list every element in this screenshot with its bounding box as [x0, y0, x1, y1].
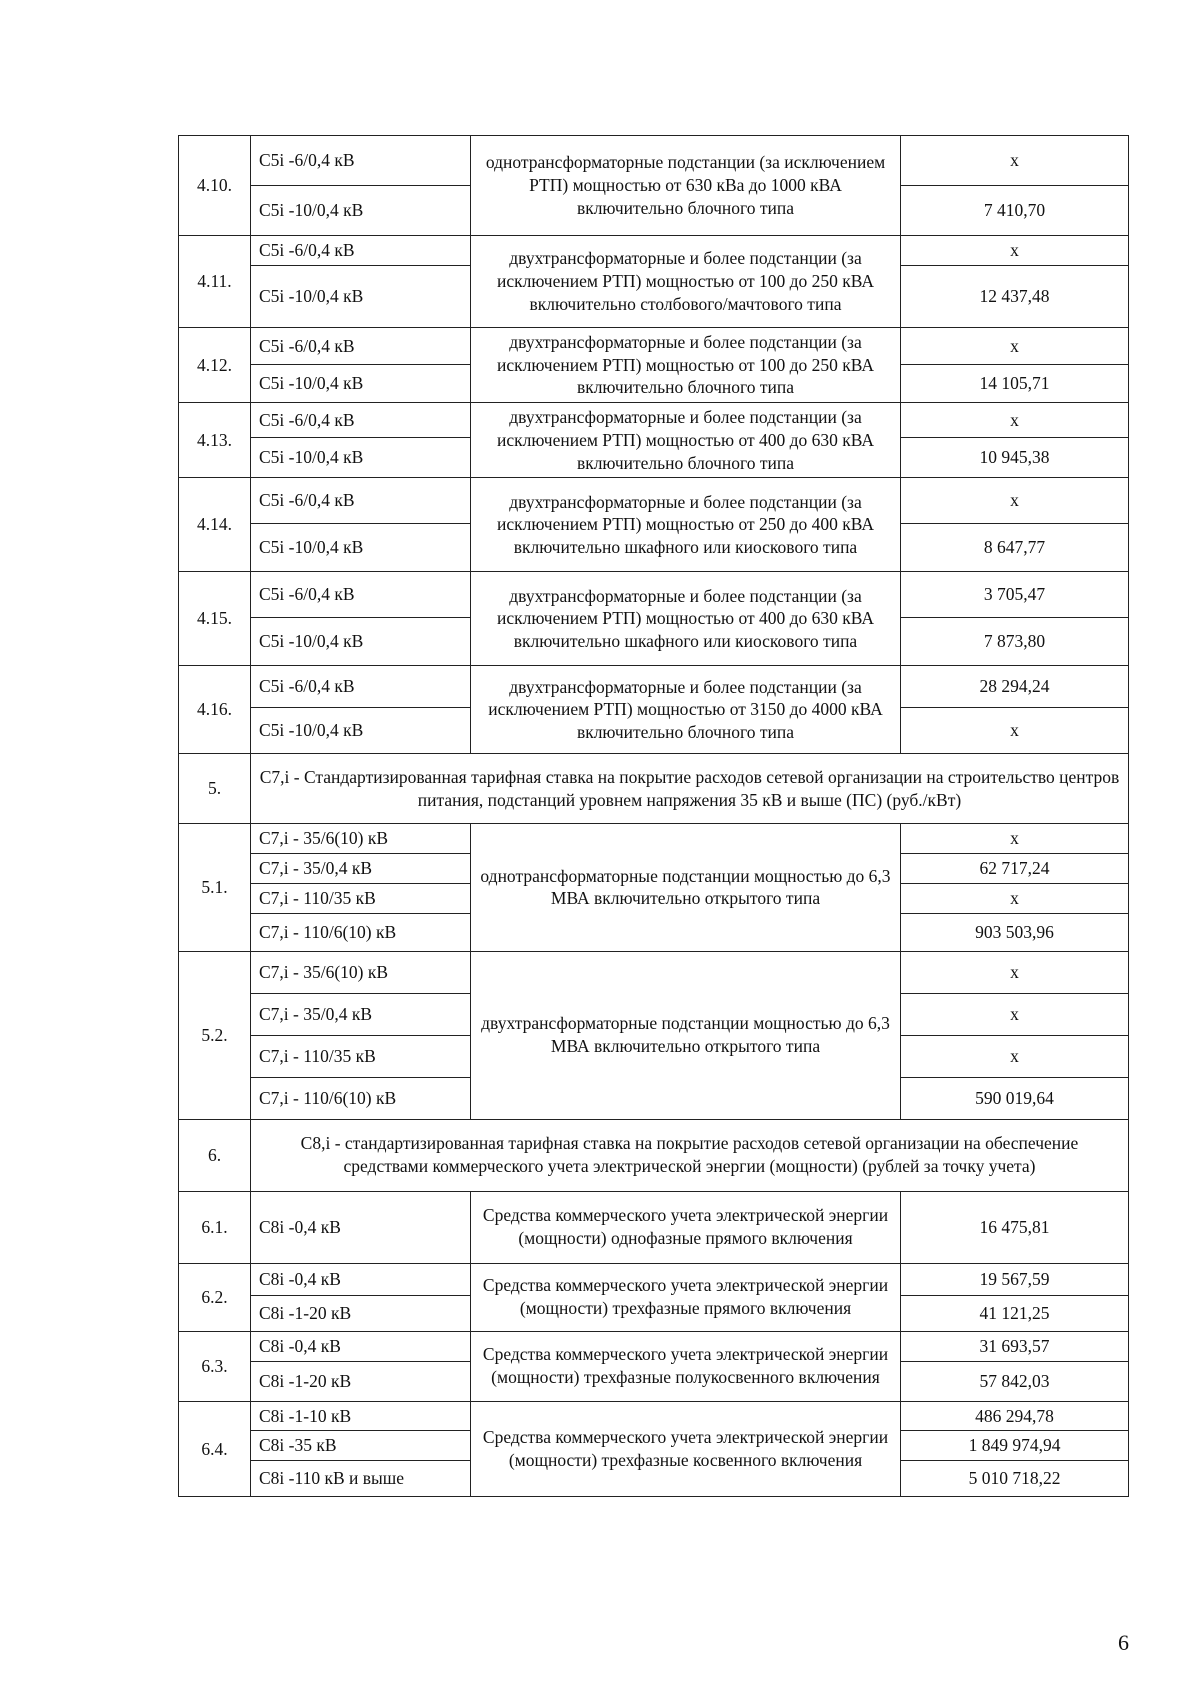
tariff-value: х: [901, 993, 1129, 1035]
voltage-code: С7,i - 110/35 кВ: [251, 1035, 471, 1077]
voltage-code: C5i -6/0,4 кВ: [251, 327, 471, 364]
section-title: С8,i - стандартизированная тарифная ставка на покрытие расходов сетевой организации на обеспечение средствами коммерческого учета электрической энергии (мощности) (рублей за точку учета): [251, 1119, 1129, 1191]
voltage-code: С7,i - 35/0,4 кВ: [251, 854, 471, 884]
substation-description: двухтрансформаторные и более подстанции (за исключением РТП) мощностью от 250 до 400 кВА включительно шкафного или киоскового типа: [471, 478, 901, 572]
voltage-code: C8i -1-20 кВ: [251, 1295, 471, 1331]
tariff-value: 590 019,64: [901, 1077, 1129, 1119]
voltage-code: С7,i - 110/6(10) кВ: [251, 1077, 471, 1119]
substation-description: однотрансформаторные подстанции (за исключением РТП) мощностью от 630 кВа до 1000 кВА включительно блочного типа: [471, 136, 901, 236]
table-row: [179, 951, 1129, 993]
tariff-value: 62 717,24: [901, 854, 1129, 884]
tariff-value: 19 567,59: [901, 1263, 1129, 1295]
tariff-value: 12 437,48: [901, 265, 1129, 327]
substation-description: Средства коммерческого учета электрической энергии (мощности) однофазные прямого включения: [471, 1191, 901, 1263]
section-row: [179, 754, 1129, 824]
tariff-value: х: [901, 883, 1129, 913]
voltage-code: C8i -1-20 кВ: [251, 1361, 471, 1401]
voltage-code: C5i -10/0,4 кВ: [251, 265, 471, 327]
tariff-value: 28 294,24: [901, 666, 1129, 708]
substation-description: Средства коммерческого учета электрической энергии (мощности) трехфазные прямого включения: [471, 1263, 901, 1331]
voltage-code: C5i -10/0,4 кВ: [251, 618, 471, 666]
table-row: [179, 136, 1129, 186]
substation-description: Средства коммерческого учета электрической энергии (мощности) трехфазные полукосвенного включения: [471, 1331, 901, 1401]
tariff-value: х: [901, 1035, 1129, 1077]
table-row: [179, 478, 1129, 524]
tariff-value: 486 294,78: [901, 1401, 1129, 1431]
row-number: 4.14.: [179, 478, 251, 572]
table-row: [179, 1191, 1129, 1263]
tariff-value: 1 849 974,94: [901, 1431, 1129, 1461]
voltage-code: C5i -10/0,4 кВ: [251, 365, 471, 403]
substation-description: двухтрансформаторные и более подстанции (за исключением РТП) мощностью от 3150 до 4000 кВА включительно блочного типа: [471, 666, 901, 754]
voltage-code: C8i -0,4 кВ: [251, 1191, 471, 1263]
voltage-code: С7,i - 110/6(10) кВ: [251, 913, 471, 951]
table-row: [179, 824, 1129, 854]
tariff-value: 7 873,80: [901, 618, 1129, 666]
substation-description: двухтрансформаторные и более подстанции (за исключением РТП) мощностью от 100 до 250 кВА включительно столбового/мачтового типа: [471, 236, 901, 328]
row-number: 6.2.: [179, 1263, 251, 1331]
substation-description: двухтрансформаторные и более подстанции (за исключением РТП) мощностью от 100 до 250 кВА включительно блочного типа: [471, 327, 901, 402]
table-row: [179, 1331, 1129, 1361]
substation-description: двухтрансформаторные подстанции мощностью до 6,3 МВА включительно открытого типа: [471, 951, 901, 1119]
row-number: 4.12.: [179, 327, 251, 402]
table-row: [179, 236, 1129, 266]
voltage-code: С7,i - 35/6(10) кВ: [251, 951, 471, 993]
section-row: [179, 1119, 1129, 1191]
page-number: 6: [1118, 1630, 1129, 1655]
voltage-code: C5i -6/0,4 кВ: [251, 666, 471, 708]
tariff-table: [178, 135, 1129, 1497]
row-number: 5.2.: [179, 951, 251, 1119]
row-number: 5.1.: [179, 824, 251, 951]
tariff-value: х: [901, 136, 1129, 186]
section-number: 5.: [179, 754, 251, 824]
row-number: 6.1.: [179, 1191, 251, 1263]
tariff-value: 41 121,25: [901, 1295, 1129, 1331]
tariff-value: 8 647,77: [901, 524, 1129, 572]
voltage-code: C8i -0,4 кВ: [251, 1331, 471, 1361]
tariff-value: х: [901, 824, 1129, 854]
section-number: 6.: [179, 1119, 251, 1191]
voltage-code: C8i -1-10 кВ: [251, 1401, 471, 1431]
row-number: 4.13.: [179, 403, 251, 478]
tariff-value: х: [901, 403, 1129, 438]
voltage-code: C5i -10/0,4 кВ: [251, 524, 471, 572]
tariff-value: 31 693,57: [901, 1331, 1129, 1361]
voltage-code: С7,i - 35/6(10) кВ: [251, 824, 471, 854]
tariff-value: х: [901, 708, 1129, 754]
tariff-value: х: [901, 236, 1129, 266]
tariff-value: х: [901, 951, 1129, 993]
voltage-code: C5i -10/0,4 кВ: [251, 186, 471, 236]
voltage-code: C5i -6/0,4 кВ: [251, 136, 471, 186]
voltage-code: C5i -6/0,4 кВ: [251, 403, 471, 438]
table-row: [179, 327, 1129, 364]
table-row: [179, 1401, 1129, 1431]
voltage-code: C5i -6/0,4 кВ: [251, 236, 471, 266]
row-number: 4.10.: [179, 136, 251, 236]
tariff-value: 16 475,81: [901, 1191, 1129, 1263]
voltage-code: C5i -10/0,4 кВ: [251, 438, 471, 478]
substation-description: двухтрансформаторные и более подстанции (за исключением РТП) мощностью от 400 до 630 кВА включительно блочного типа: [471, 403, 901, 478]
table-row: [179, 1263, 1129, 1295]
tariff-value: 3 705,47: [901, 572, 1129, 618]
voltage-code: C8i -0,4 кВ: [251, 1263, 471, 1295]
tariff-table-body: [179, 136, 1129, 1497]
table-row: [179, 572, 1129, 618]
row-number: 6.4.: [179, 1401, 251, 1497]
voltage-code: C5i -10/0,4 кВ: [251, 708, 471, 754]
table-row: [179, 666, 1129, 708]
voltage-code: С7,i - 110/35 кВ: [251, 883, 471, 913]
tariff-value: х: [901, 327, 1129, 364]
substation-description: двухтрансформаторные и более подстанции (за исключением РТП) мощностью от 400 до 630 кВА включительно шкафного или киоскового типа: [471, 572, 901, 666]
tariff-value: 903 503,96: [901, 913, 1129, 951]
substation-description: однотрансформаторные подстанции мощностью до 6,3 МВА включительно открытого типа: [471, 824, 901, 951]
voltage-code: C5i -6/0,4 кВ: [251, 478, 471, 524]
voltage-code: C8i -35 кВ: [251, 1431, 471, 1461]
row-number: 4.11.: [179, 236, 251, 328]
tariff-value: х: [901, 478, 1129, 524]
voltage-code: С7,i - 35/0,4 кВ: [251, 993, 471, 1035]
section-title: С7,i - Стандартизированная тарифная ставка на покрытие расходов сетевой организации на строительство центров питания, подстанций уровнем напряжения 35 кВ и выше (ПС) (руб./кВт): [251, 754, 1129, 824]
tariff-value: 10 945,38: [901, 438, 1129, 478]
voltage-code: C5i -6/0,4 кВ: [251, 572, 471, 618]
row-number: 6.3.: [179, 1331, 251, 1401]
row-number: 4.16.: [179, 666, 251, 754]
table-row: [179, 403, 1129, 438]
voltage-code: C8i -110 кВ и выше: [251, 1461, 471, 1497]
substation-description: Средства коммерческого учета электрической энергии (мощности) трехфазные косвенного включения: [471, 1401, 901, 1497]
tariff-value: 57 842,03: [901, 1361, 1129, 1401]
tariff-value: 7 410,70: [901, 186, 1129, 236]
tariff-value: 5 010 718,22: [901, 1461, 1129, 1497]
tariff-value: 14 105,71: [901, 365, 1129, 403]
row-number: 4.15.: [179, 572, 251, 666]
